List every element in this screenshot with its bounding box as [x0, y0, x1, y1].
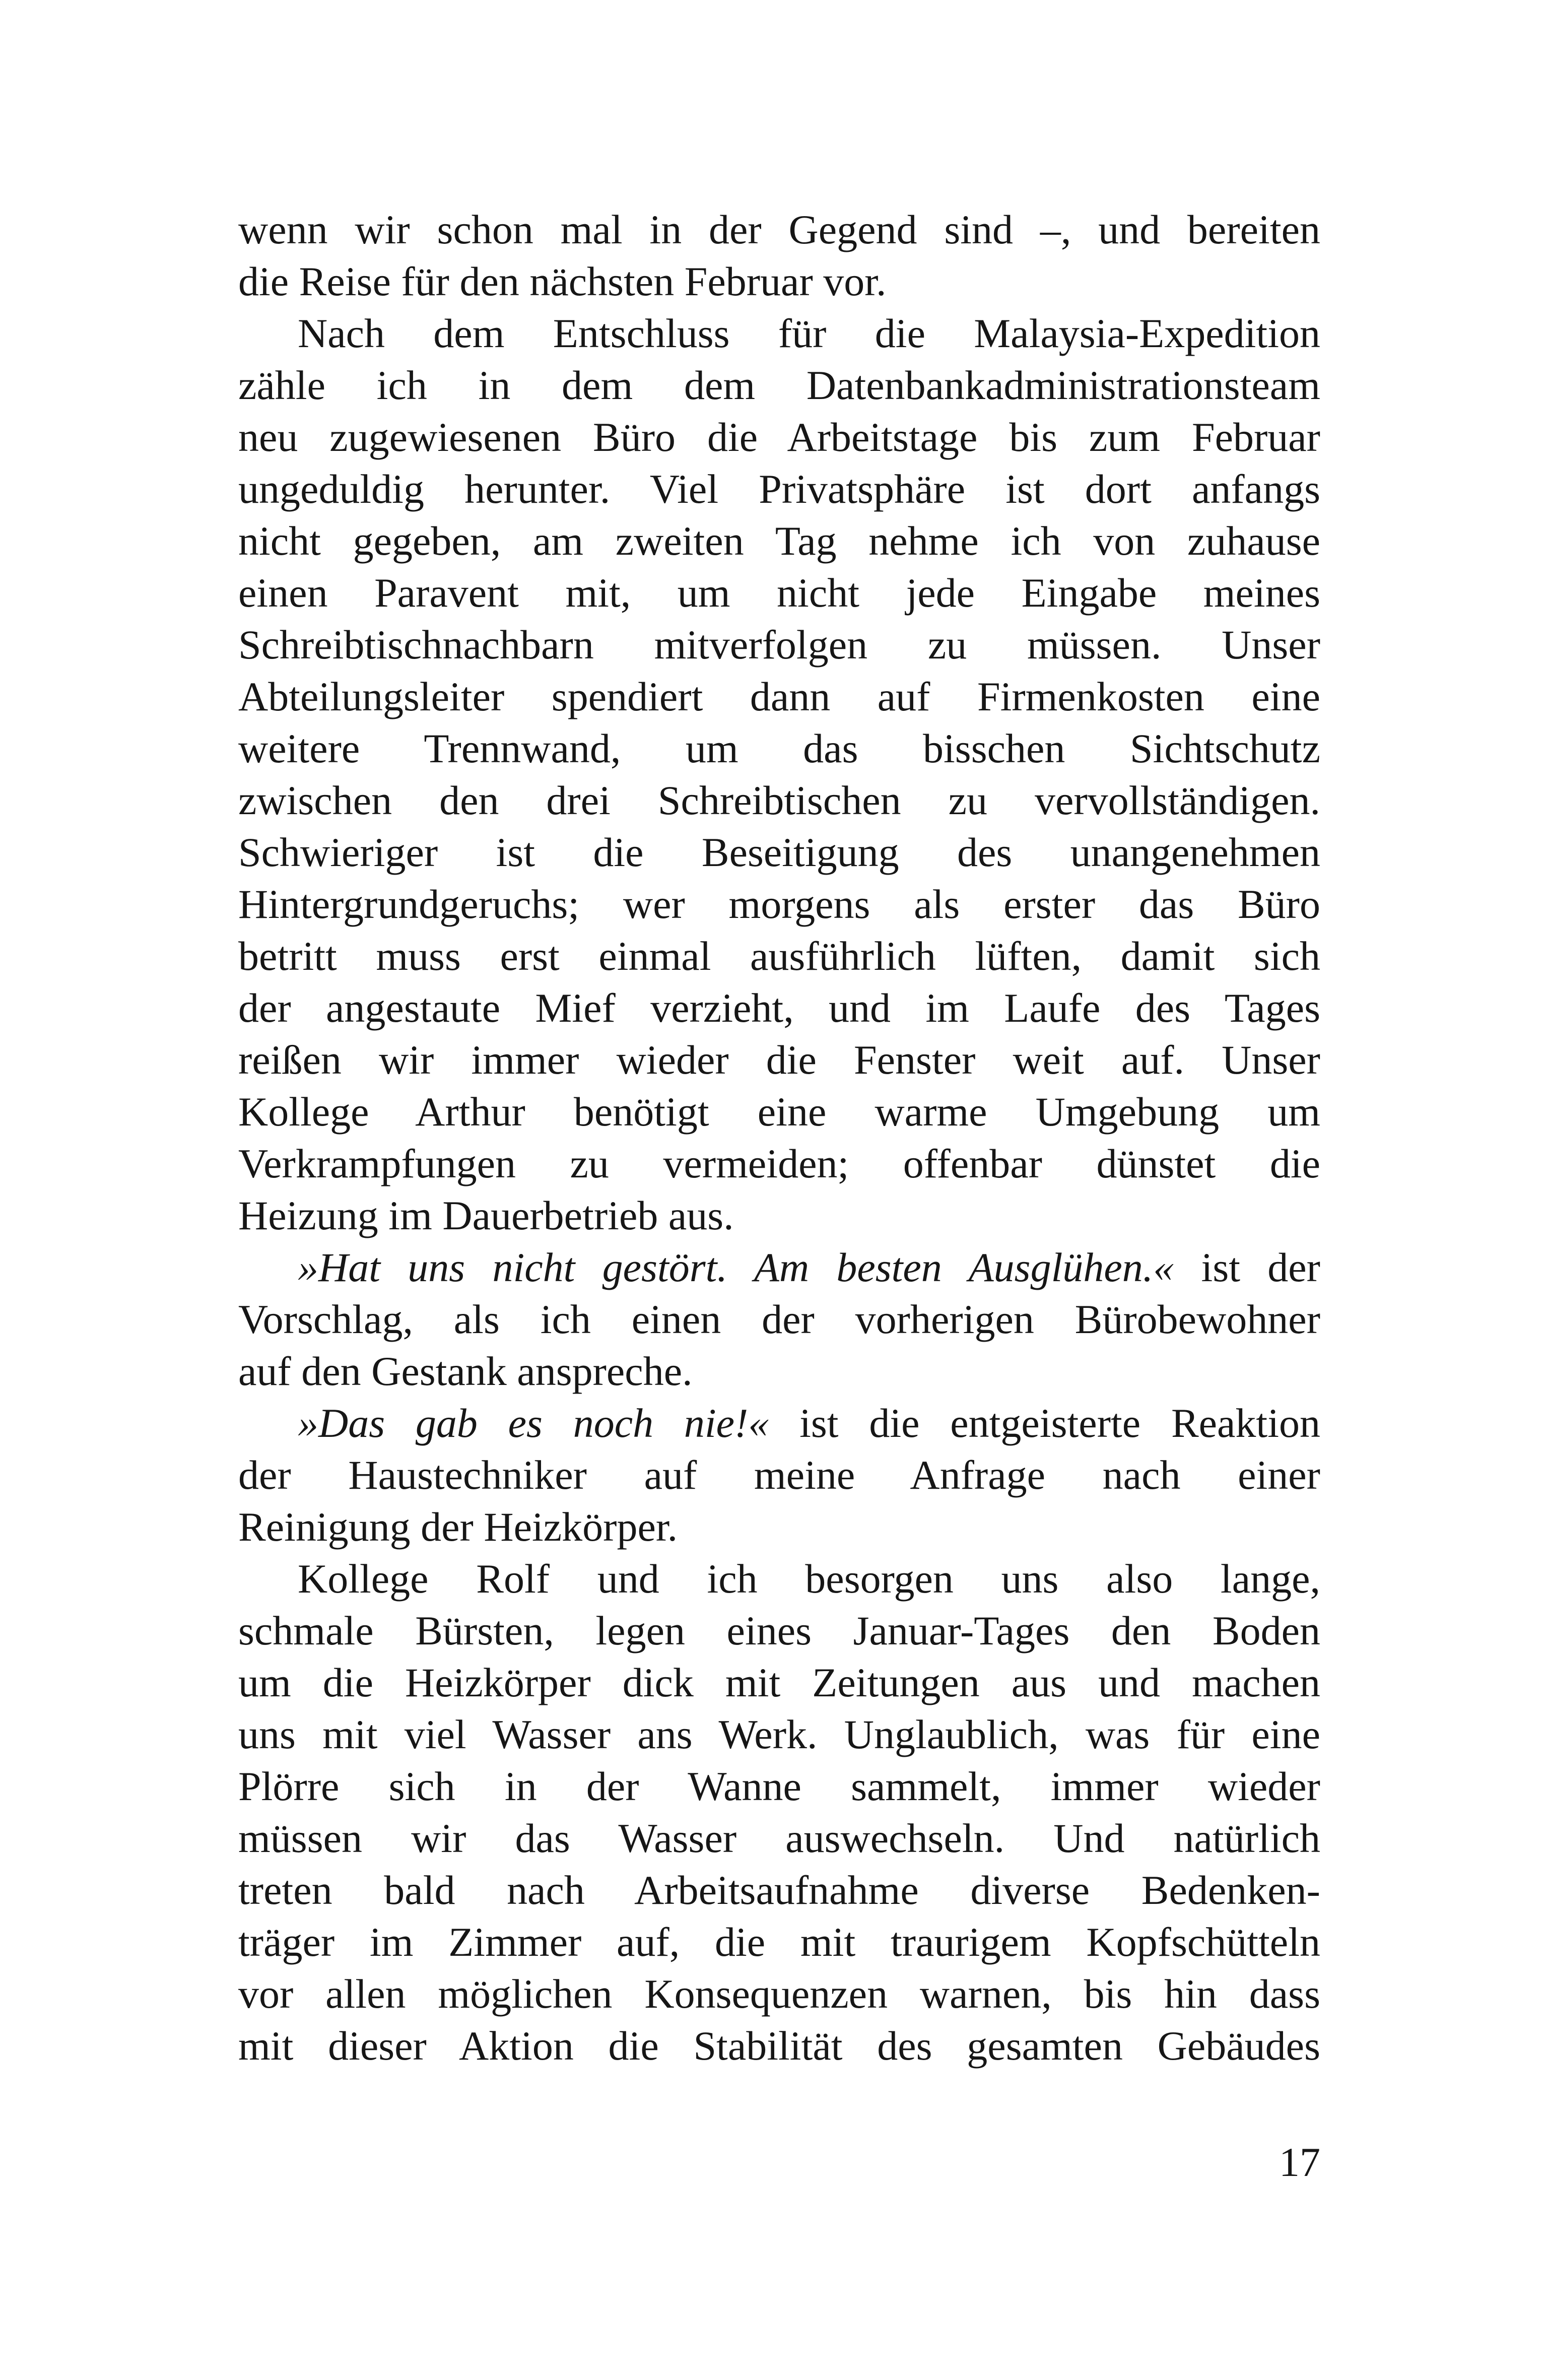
text-line — [238, 878, 1320, 930]
text-block — [238, 204, 1320, 2072]
text-line — [238, 982, 1320, 1034]
text-line — [238, 1345, 1320, 1397]
text-line — [238, 1605, 1320, 1657]
text-line — [238, 1657, 1320, 1708]
text-line — [238, 1916, 1320, 1968]
text-segment: die Reise für den nächsten Februar vor. — [238, 258, 887, 304]
text-line — [238, 1138, 1320, 1189]
text-line — [238, 1864, 1320, 1916]
text-line — [238, 255, 1320, 307]
text-segment: ist die entgeisterte Reaktion — [769, 1400, 1320, 1446]
text-segment: Heizung im Dauerbetrieb aus. — [238, 1193, 734, 1238]
text-segment: Vorschlag, als ich einen der vorherigen Bürobewohner — [238, 1296, 1320, 1342]
text-segment: einen Paravent mit, um nicht jede Eingabe meines — [238, 570, 1320, 616]
text-segment: ungeduldig herunter. Viel Privatsphäre ist dort anfangs — [238, 466, 1320, 512]
text-line — [238, 463, 1320, 515]
text-line — [238, 1293, 1320, 1345]
text-line — [238, 1397, 1320, 1449]
quote-segment: »Hat uns nicht gestört. Am besten Ausglühen.« — [298, 1244, 1174, 1290]
text-segment: träger im Zimmer auf, die mit traurigem Kopfschütteln — [238, 1919, 1320, 1965]
paragraph — [238, 204, 1320, 307]
text-line — [238, 930, 1320, 982]
text-segment: um die Heizkörper dick mit Zeitungen aus und machen — [238, 1660, 1320, 1705]
text-line — [238, 619, 1320, 671]
text-segment: zwischen den drei Schreibtischen zu vervollständigen. — [238, 777, 1320, 823]
text-line — [238, 722, 1320, 774]
text-segment: Kollege Rolf und ich besorgen uns also lange, — [298, 1556, 1320, 1602]
text-segment: Abteilungsleiter spendiert dann auf Firmenkosten eine — [238, 674, 1320, 719]
text-segment: auf den Gestank anspreche. — [238, 1348, 693, 1394]
text-segment: wenn wir schon mal in der Gegend sind –, und bereiten — [238, 207, 1320, 252]
text-line — [238, 411, 1320, 463]
text-line — [238, 567, 1320, 619]
text-line — [238, 1968, 1320, 2020]
text-line — [238, 826, 1320, 878]
text-segment: der Haustechniker auf meine Anfrage nach einer — [238, 1452, 1320, 1498]
text-line — [238, 1760, 1320, 1812]
text-segment: müssen wir das Wasser auswechseln. Und natürlich — [238, 1815, 1320, 1861]
text-segment: Verkrampfungen zu vermeiden; offenbar dünstet die — [238, 1141, 1320, 1186]
text-segment: betritt muss erst einmal ausführlich lüften, damit sich — [238, 933, 1320, 979]
quote-segment: »Das gab es noch nie!« — [298, 1400, 769, 1446]
text-line — [238, 1553, 1320, 1605]
text-line — [238, 204, 1320, 255]
text-segment: Reinigung der Heizkörper. — [238, 1504, 678, 1550]
text-line — [238, 359, 1320, 411]
text-segment: weitere Trennwand, um das bisschen Sichtschutz — [238, 725, 1320, 771]
text-line — [238, 307, 1320, 359]
text-segment: Schwieriger ist die Beseitigung des unangenehmen — [238, 829, 1320, 875]
text-segment: vor allen möglichen Konsequenzen warnen, bis hin dass — [238, 1971, 1320, 2017]
text-line — [238, 1189, 1320, 1241]
text-segment: uns mit viel Wasser ans Werk. Unglaublich, was für eine — [238, 1711, 1320, 1757]
text-segment: Kollege Arthur benötigt eine warme Umgebung um — [238, 1089, 1320, 1135]
text-line — [238, 671, 1320, 722]
text-segment: reißen wir immer wieder die Fenster weit auf. Unser — [238, 1037, 1320, 1083]
text-line — [238, 1449, 1320, 1501]
text-line — [238, 2020, 1320, 2072]
paragraph — [238, 307, 1320, 1241]
text-segment: Nach dem Entschluss für die Malaysia-Expedition — [298, 310, 1320, 356]
text-segment: mit dieser Aktion die Stabilität des gesamten Gebäudes — [238, 2023, 1320, 2069]
paragraph — [238, 1241, 1320, 1397]
text-line — [238, 1501, 1320, 1553]
text-segment: Schreibtischnachbarn mitverfolgen zu müssen. Unser — [238, 622, 1320, 668]
text-line — [238, 1708, 1320, 1760]
text-segment: neu zugewiesenen Büro die Arbeitstage bis zum Februar — [238, 414, 1320, 460]
text-segment: Plörre sich in der Wanne sammelt, immer wieder — [238, 1763, 1320, 1809]
text-line — [238, 1812, 1320, 1864]
text-line — [238, 1086, 1320, 1138]
text-segment: treten bald nach Arbeitsaufnahme diverse Bedenken- — [238, 1867, 1320, 1913]
text-segment: ist der — [1174, 1244, 1320, 1290]
text-line — [238, 774, 1320, 826]
text-line — [238, 1034, 1320, 1086]
paragraph — [238, 1397, 1320, 1553]
text-segment: schmale Bürsten, legen eines Januar-Tages den Boden — [238, 1608, 1320, 1654]
text-segment: der angestaute Mief verzieht, und im Laufe des Tages — [238, 985, 1320, 1031]
text-segment: Hintergrundgeruchs; wer morgens als erster das Büro — [238, 881, 1320, 927]
text-segment: zähle ich in dem dem Datenbankadministrationsteam — [238, 362, 1320, 408]
text-segment: nicht gegeben, am zweiten Tag nehme ich von zuhause — [238, 518, 1320, 564]
text-line — [238, 1241, 1320, 1293]
paragraph — [238, 1553, 1320, 2072]
text-line — [238, 515, 1320, 567]
page-number: 17 — [1279, 2139, 1320, 2185]
